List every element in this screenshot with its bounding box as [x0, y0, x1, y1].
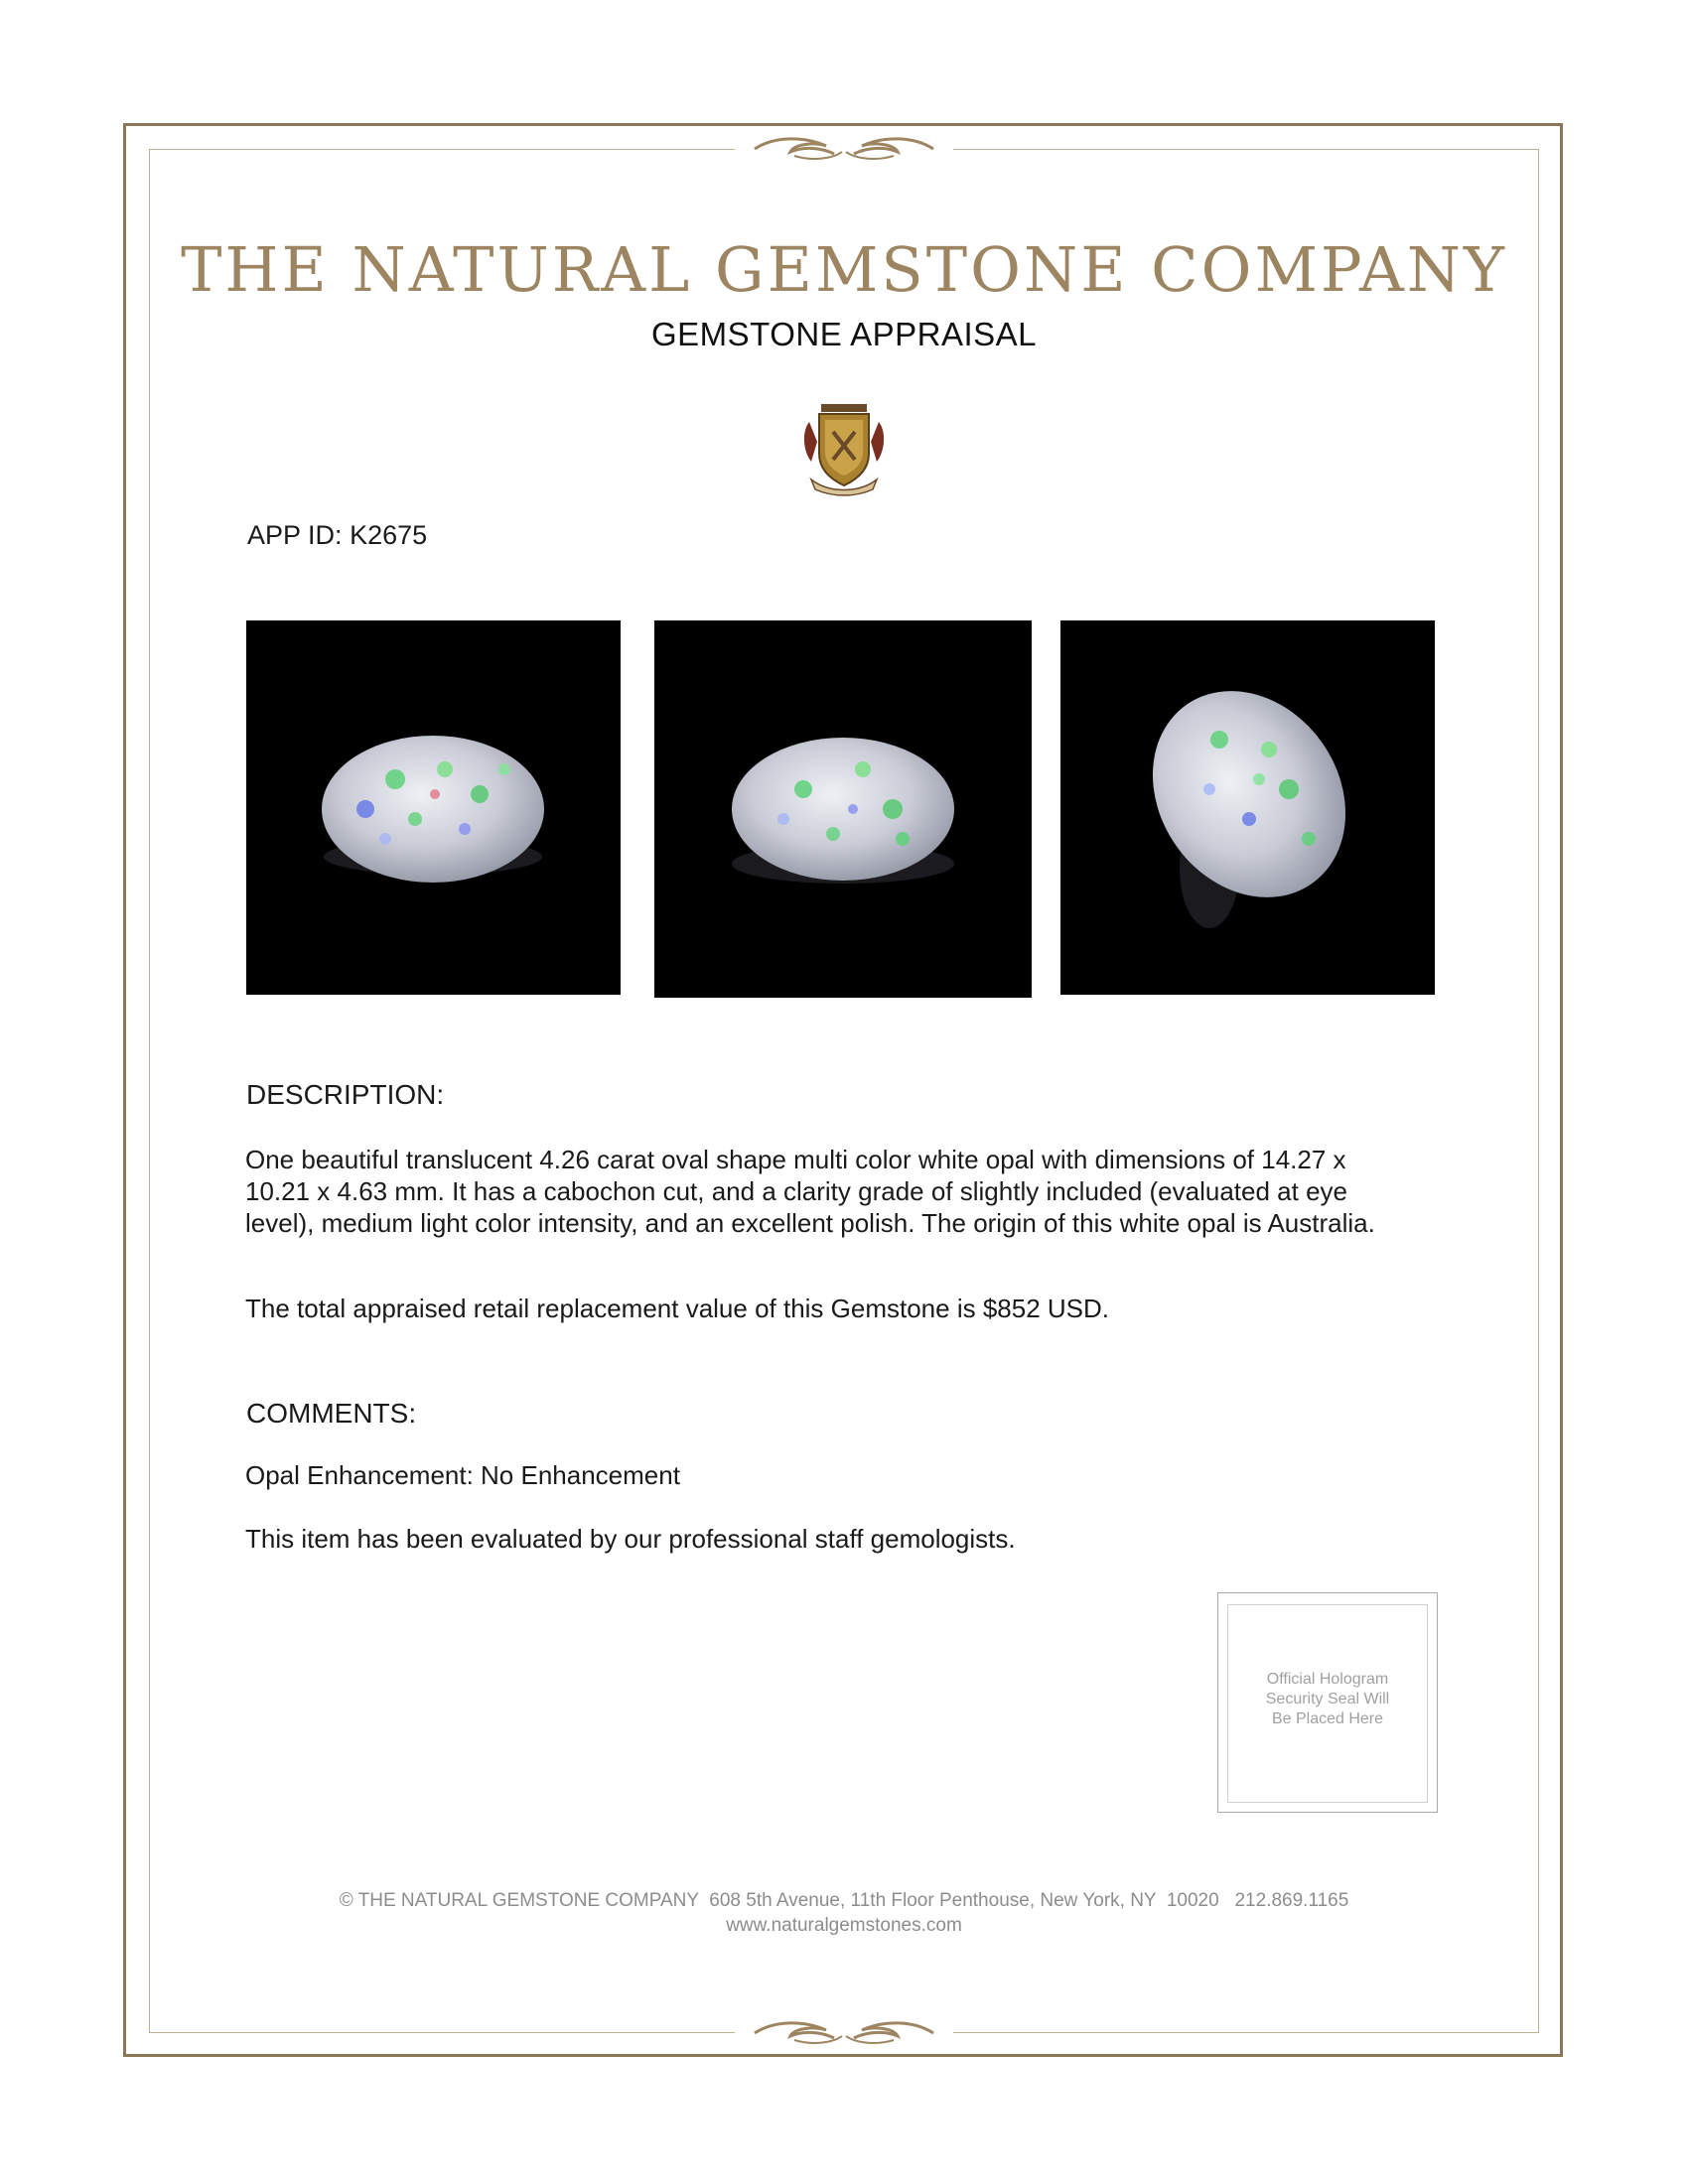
description-text — [245, 1144, 1457, 1239]
app-id-label: APP ID: — [247, 520, 343, 550]
top-ornament-icon — [735, 132, 953, 166]
appraised-value: The total appraised retail replacement value of this Gemstone is $852 USD. — [245, 1294, 1110, 1323]
comments-heading: COMMENTS: — [246, 1398, 417, 1429]
seal-line: Security Seal Will — [1265, 1691, 1390, 1707]
opal-photo-side — [1060, 620, 1435, 995]
app-id-value: K2675 — [350, 520, 428, 550]
footer-address: © THE NATURAL GEMSTONE COMPANY 608 5th Avenue, 11th Floor Penthouse, New York, NY 10020 212.869.1165 — [339, 1890, 1349, 1911]
footer-website: www.naturalgemstones.com — [726, 1915, 962, 1936]
seal-line: Official Hologram — [1266, 1671, 1389, 1688]
hologram-seal-text — [1227, 1670, 1428, 1729]
app-id — [247, 520, 427, 551]
bottom-ornament-icon — [735, 2016, 953, 2050]
opal-photo-front — [246, 620, 621, 995]
description-line: level), medium light color intensity, and an excellent polish. The origin of this white opal is Australia. — [245, 1208, 1375, 1238]
enhancement-comment: Opal Enhancement: No Enhancement — [245, 1460, 680, 1490]
document-title: GEMSTONE APPRAISAL — [650, 316, 1038, 352]
opal-photo-angle — [654, 620, 1032, 998]
description-line: 10.21 x 4.63 mm. It has a cabochon cut, and a clarity grade of slightly included (evaluated at eye — [245, 1176, 1347, 1206]
heraldic-crest-icon — [799, 402, 889, 497]
company-name: THE NATURAL GEMSTONE COMPANY — [181, 233, 1507, 306]
description-heading: DESCRIPTION: — [246, 1079, 445, 1110]
evaluation-comment: This item has been evaluated by our professional staff gemologists. — [245, 1524, 1016, 1554]
description-line: One beautiful translucent 4.26 carat oval shape multi color white opal with dimensions of 14.27 x — [245, 1145, 1346, 1174]
seal-line: Be Placed Here — [1271, 1710, 1384, 1727]
